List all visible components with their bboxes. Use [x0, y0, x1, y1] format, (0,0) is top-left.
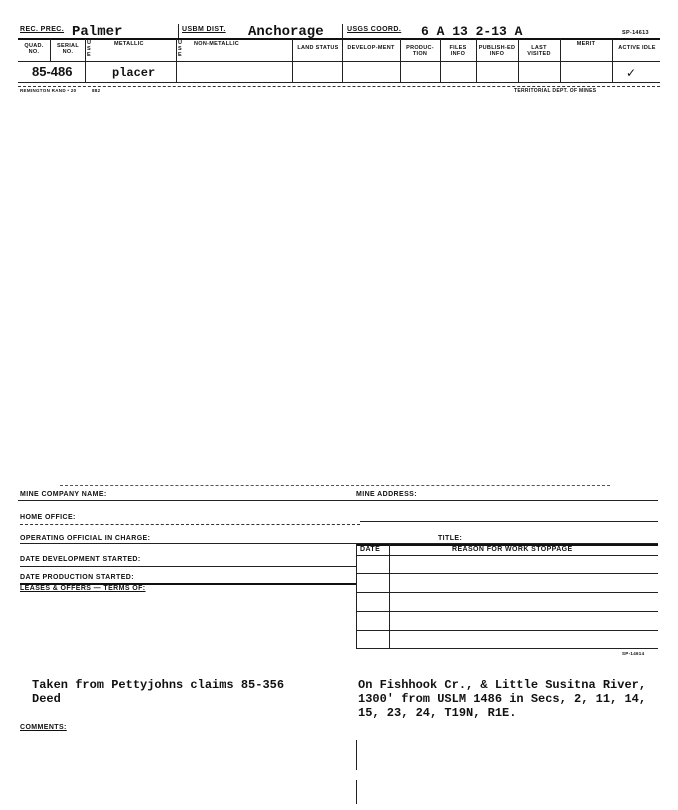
leases-label: LEASES & OFFERS — TERMS OF: [20, 585, 146, 592]
footer-left: REMINGTON RAND • 20 [20, 88, 77, 93]
col-use-nonmetallic: USE [178, 40, 183, 58]
quad-serial-value: 85-486 [32, 64, 73, 79]
footer-right: TERRITORIAL DEPT. OF MINES [514, 88, 597, 94]
usgs-coord-label: USGS COORD. [347, 26, 402, 33]
col-published-info: PUBLISH-ED INFO [478, 45, 516, 57]
home-office-label: HOME OFFICE: [20, 514, 76, 521]
usbm-dist-value: Anchorage [248, 24, 324, 40]
col-use-metallic: USE [87, 40, 92, 58]
reason-col-header: REASON FOR WORK STOPPAGE [452, 546, 573, 553]
col-last-visited: LAST VISITED [527, 45, 551, 57]
usbm-dist-label: USBM DIST. [182, 26, 226, 33]
col-production: PRODUC-TION [406, 45, 434, 57]
metallic-value: placer [112, 66, 156, 80]
col-development: DEVELOP-MENT [347, 45, 395, 51]
card-number: SP-14613 [622, 30, 649, 36]
col-files-info: FILES INFO [449, 45, 467, 57]
col-non-metallic: NON-METALLIC [194, 41, 240, 47]
col-quad-no: QUAD. NO. [24, 43, 44, 55]
footer-code: 882 [92, 88, 101, 93]
operating-official-label: OPERATING OFFICIAL IN CHARGE: [20, 535, 151, 542]
title-label: TITLE: [438, 535, 463, 542]
left-note-line-1: Taken from Pettyjohns claims 85-356 [32, 678, 285, 692]
active-idle-mark: ✓ [626, 66, 637, 80]
col-active-idle: ACTIVE IDLE [618, 45, 656, 51]
right-note-line-2: 1300' from USLM 1486 in Secs, 2, 11, 14, [358, 692, 647, 706]
comments-label: COMMENTS: [20, 724, 67, 731]
col-metallic: METALLIC [114, 41, 144, 47]
date-development-label: DATE DEVELOPMENT STARTED: [20, 556, 141, 563]
usgs-coord-value: 6 A 13 2-13 A [421, 24, 523, 39]
col-merit: MERIT [576, 41, 596, 47]
right-note-line-3: 15, 23, 24, T19N, R1E. [358, 706, 517, 720]
mine-company-name-label: MINE COMPANY NAME: [20, 491, 107, 498]
left-note-line-2: Deed [32, 692, 61, 706]
date-production-label: DATE PRODUCTION STARTED: [20, 574, 134, 581]
right-note-line-1: On Fishhook Cr., & Little Susitna River, [358, 678, 647, 692]
record-bottom-rule [18, 82, 660, 83]
back-card-number: SP-14614 [622, 651, 645, 656]
column-header-rule [18, 61, 660, 62]
date-col-header: DATE [360, 546, 381, 553]
col-serial-no: SERIAL NO. [57, 43, 79, 55]
header-rule [18, 38, 660, 40]
rec-prec-label: REC. PREC. [20, 26, 65, 33]
col-land-status: LAND STATUS [297, 45, 339, 51]
rec-prec-value: Palmer [72, 24, 123, 40]
mine-address-label: MINE ADDRESS: [356, 491, 417, 498]
